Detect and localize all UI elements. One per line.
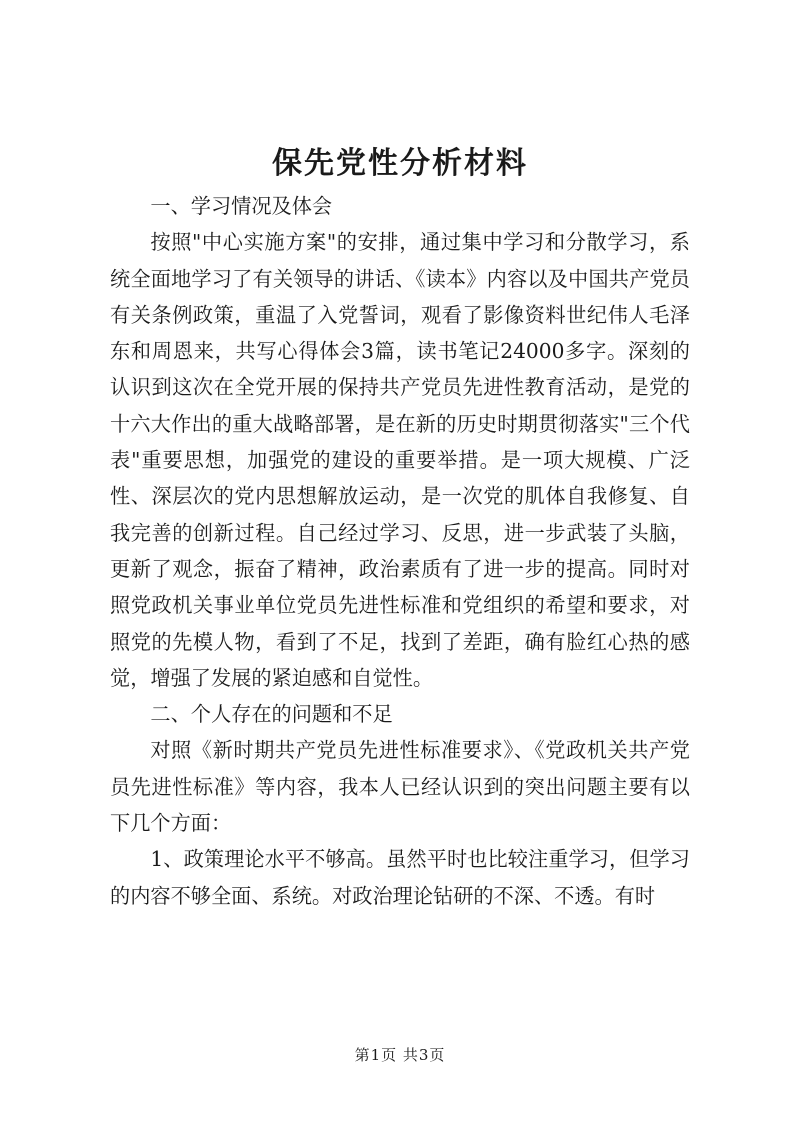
- paragraph-problems-intro: 对照《新时期共产党员先进性标准要求》、《党政机关共产党员先进性标准》等内容，我本人已经认识到的突出问题主要有以下几个方面：: [110, 738, 690, 836]
- paragraph-study-summary: 按照"中心实施方案"的安排，通过集中学习和分散学习，系统全面地学习了有关领导的讲话、《读本》内容以及中国共产党员有关条例政策，重温了入党誓词，观看了影像资料世纪伟人毛泽东和周恩来，共写心得体会3篇，读书笔记24000多字。深刻的认识到这次在全党开展的保持共产党员先进性教育活动，是党的十六大作出的重大战略部署，是在新的历史时期贯彻落实"三个代表"重要思想，加强党的建设的重要举措。是一项大规模、广泛性、深层次的党内思想解放运动，是一次党的肌体自我修复、自我完善的创新过程。自己经过学习、反思，进一步武装了头脑，更新了观念，振奋了精神，政治素质有了进一步的提高。同时对照党政机关事业单位党员先进性标准和党组织的希望和要求，对照党的先模人物，看到了不足，找到了差距，确有脸红心热的感觉，增强了发展的紧迫感和自觉性。: [110, 230, 690, 690]
- section-heading-problems: 二、个人存在的问题和不足: [150, 702, 393, 727]
- page-number-footer: 第1页 共3页: [354, 1046, 446, 1064]
- section-heading-study: 一、学习情况及体会: [150, 194, 333, 218]
- paragraph-problem-1: 1、政策理论水平不够高。虽然平时也比较注重学习，但学习的内容不够全面、系统。对政治理论钻研的不深、不透。有时: [110, 847, 690, 908]
- document-title: 保先党性分析材料: [272, 146, 528, 181]
- document-body: [110, 188, 690, 914]
